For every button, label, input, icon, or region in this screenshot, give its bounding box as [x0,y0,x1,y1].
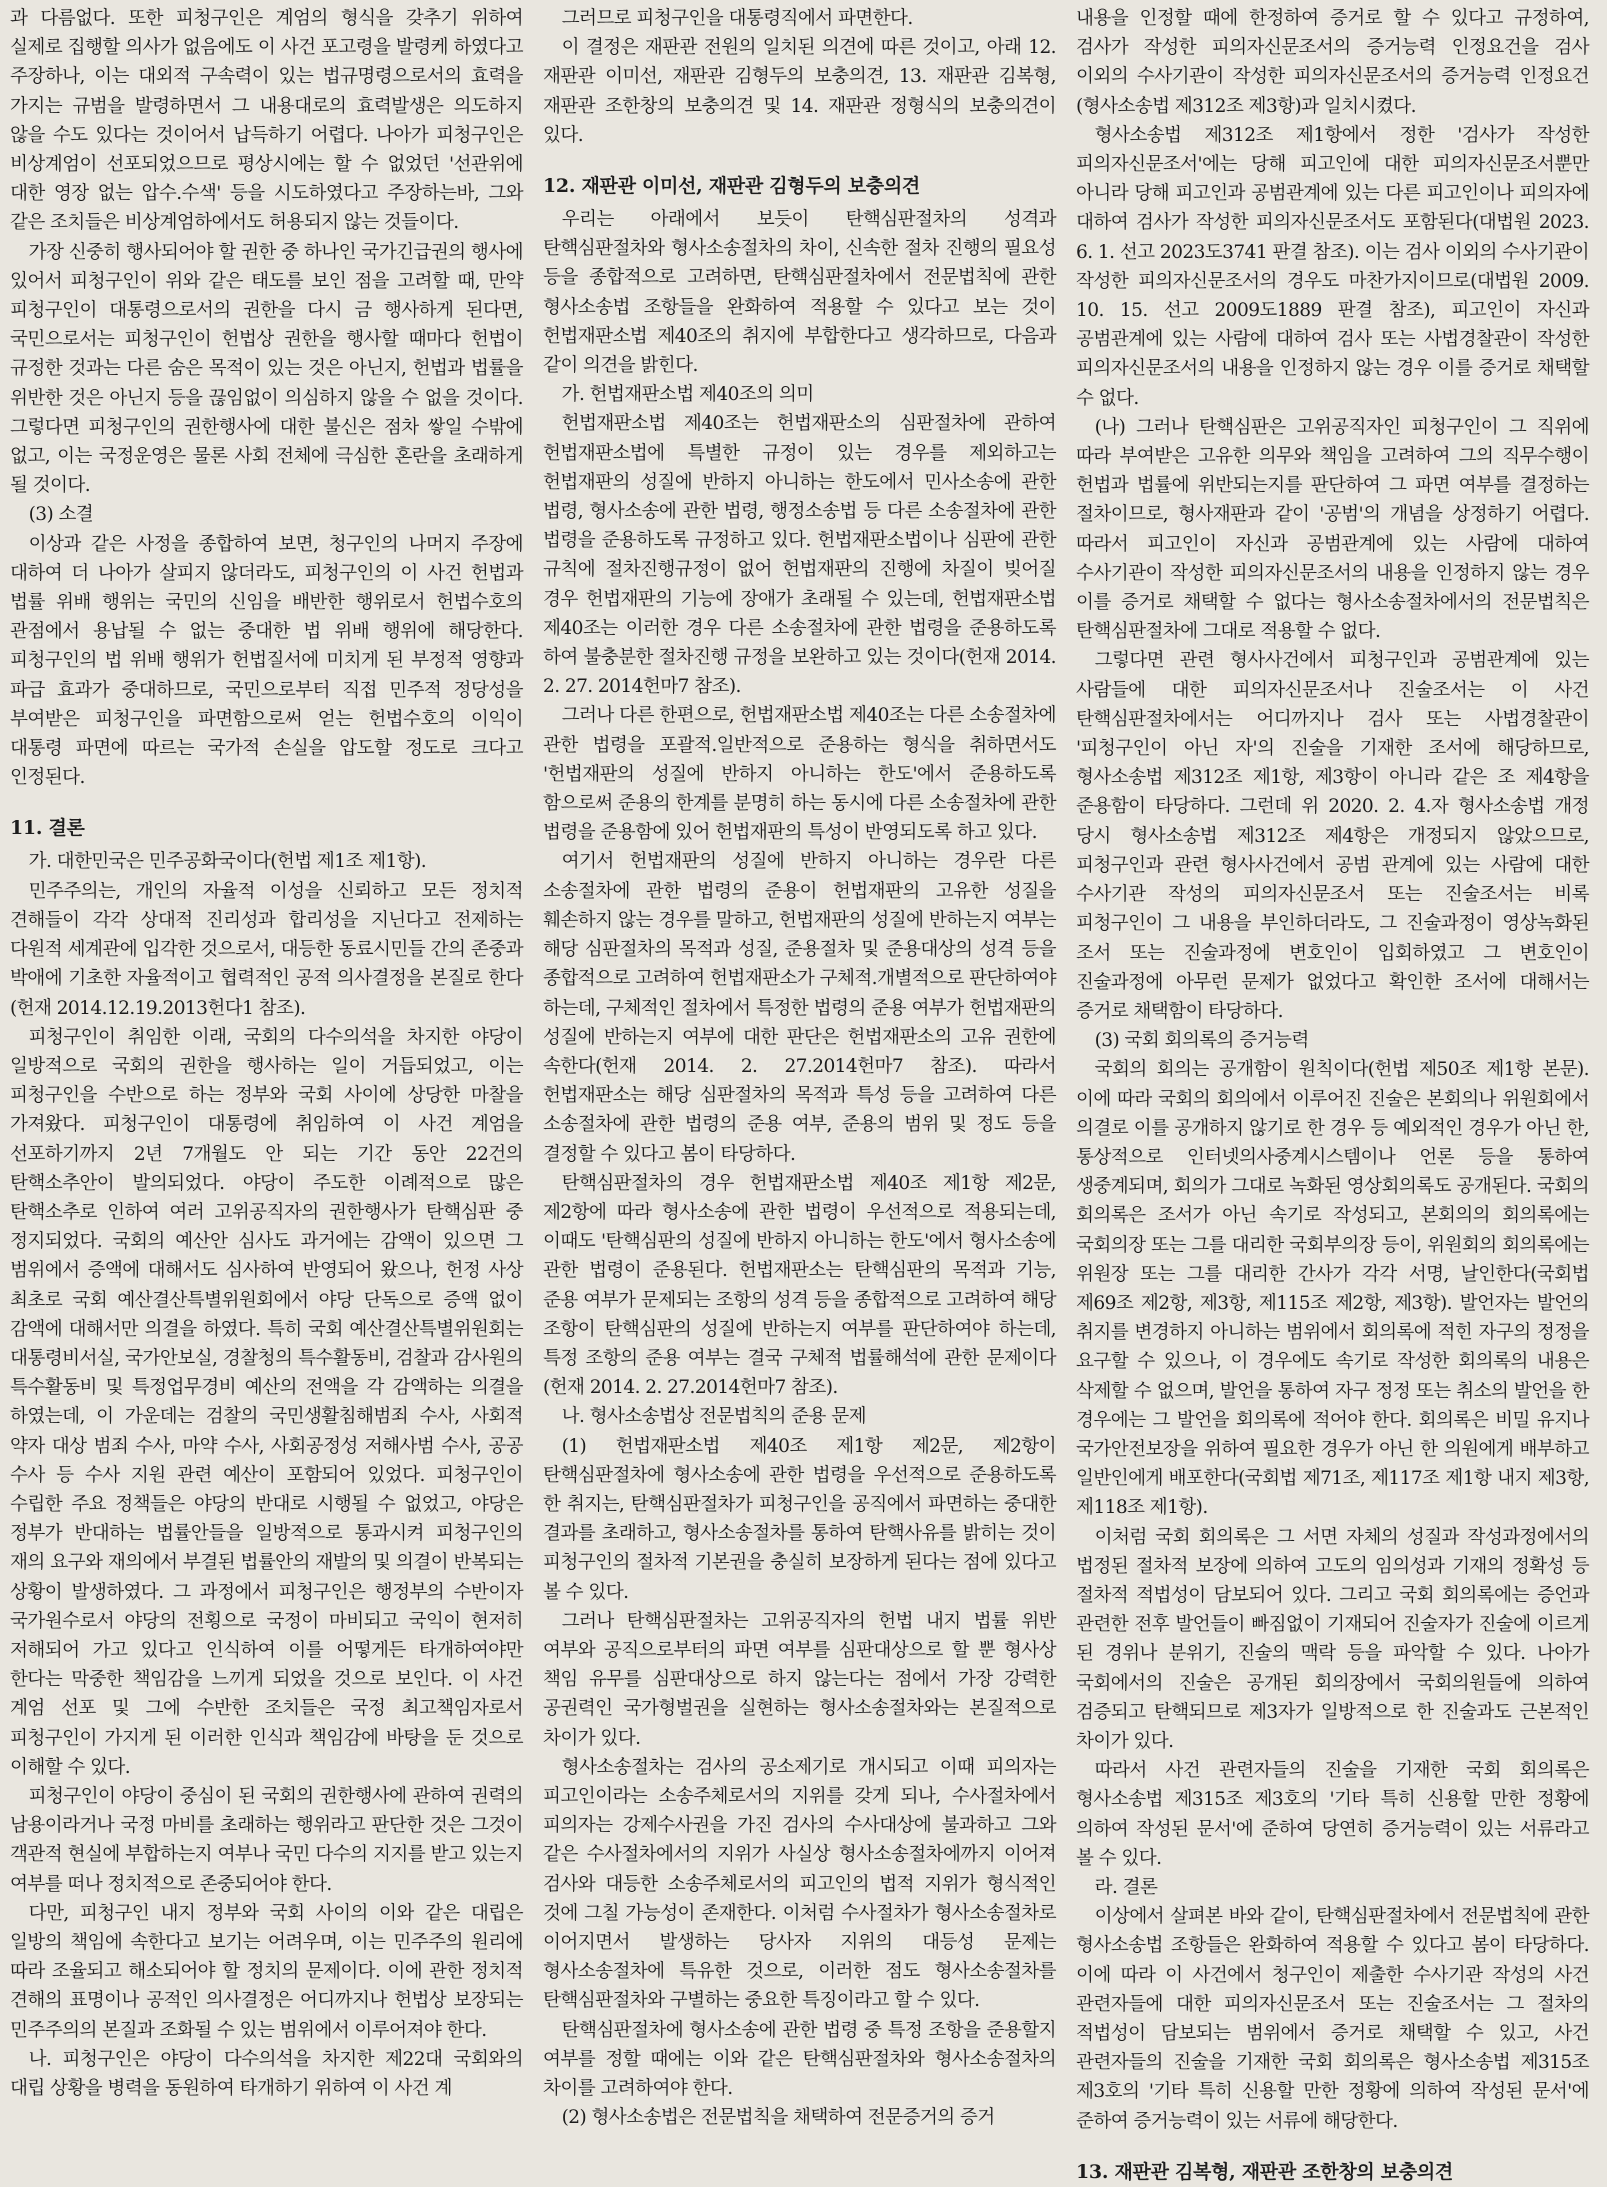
paragraph: 탄핵심판절차에 형사소송에 관한 법령 중 특정 조항을 준용할지 여부를 정할 때에는 이와 같은 탄핵심판절차와 형사소송절차의 차이를 고려하여야 한다. [543,2019,1056,2100]
paragraph: 탄핵심판절차의 경우 헌법재판소법 제40조 제1항 제2문, 제2항에 따라 형사소송에 관한 법령이 우선적으로 적용되는데, 이때도 '탄핵심판의 성질에 반하지 아니하는 한도'에서 형사소송에 관한 법령이 준용된다. 헌법재판소는 탄핵심판의 목적과 기능, 준용 여부가 문제되는 조항의 성격 등을 종합적으로 고려하여 해당 조항이 탄핵심판의 성질에 반하는지 여부를 판단하여야 하는데, 특정 조항의 준용 여부는 결국 구체적 법률해석에 관한 문제이다(헌재 2014. 2. 27.2014헌마7 참조). [543,1172,1056,1399]
paragraph: 이상과 같은 사정을 종합하여 보면, 청구인의 나머지 주장에 대하여 더 나아가 살피지 않더라도, 피청구인의 이 사건 헌법과 법률 위배 행위는 국민의 신임을 배반한 행위로서 헌법수호의 관점에서 용납될 수 없는 중대한 법 위배 행위에 해당한다. 피청구인의 법 위배 행위가 헌법질서에 미치게 된 부정적 영향과 파급 효과가 중대하므로, 국민으로부터 직접 민주적 정당성을 부여받은 피청구인을 파면함으로써 얻는 헌법수호의 이익이 대통령 파면에 따르는 국가적 손실을 압도할 정도로 크다고 인정된다. [10,533,523,789]
paragraph: 라. 결론 [1094,1877,1158,1898]
paragraph: 가. 대한민국은 민주공화국이다(헌법 제1조 제1항). [28,851,427,873]
paragraph: (나) 그러나 탄핵심판은 고위공직자인 피청구인이 그 직위에 따라 부여받은 고유한 의무와 책임을 고려하여 그의 직무수행이 헌법과 법률에 위반되는지를 판단하여 그 파면 여부를 결정하는 절차이므로, 형사재판과 같이 '공범'의 개념을 상정하기 어렵다. 따라서 피고인이 자신과 공범관계에 있는 사람에 대하여 수사기관이 작성한 피의자신문조서의 내용을 인정하지 않는 경우 이를 증거로 채택할 수 없다는 형사소송절차에서의 전문법칙은 탄핵심판절차에 그대로 적용할 수 없다. [1076,416,1589,643]
paragraph: 그러나 다른 한편으로, 헌법재판소법 제40조는 다른 소송절차에 관한 법령을 포괄적.일반적으로 준용하는 형식을 취하면서도 '헌법재판의 성질에 반하지 아니하는 한도'에서 준용하도록 함으로써 준용의 한계를 분명히 하는 동시에 다른 소송절차에 관한 법령을 준용함에 있어 헌법재판의 특성이 반영되도록 하고 있다. [543,705,1056,844]
paragraph: (3) 국회 회의록의 증거능력 [1094,1030,1309,1052]
paragraph: 헌법재판소법 제40조는 헌법재판소의 심판절차에 관하여 헌법재판소법에 특별한 규정이 있는 경우를 제외하고는 헌법재판의 성질에 반하지 아니하는 한도에서 민사소송에 관한 법령, 형사소송에 관한 법령, 행정소송법 등 다른 소송절차에 관한 법령을 준용하도록 규정하고 있다. 헌법재판소법이나 심판에 관한 규칙에 절차진행규정이 없어 헌법재판의 진행에 차질이 빚어질 경우 헌법재판의 기능에 장애가 초래될 수 있는데, 헌법재판소법 제40조는 이러한 경우 다른 소송절차에 관한 법령을 준용하도록 하여 불충분한 절차진행 규정을 보완하고 있는 것이다(헌재 2014. 2. 27. 2014헌마7 참조). [543,413,1056,698]
section-heading: 12. 재판관 이미선, 재판관 김형두의 보충의견 [543,175,920,198]
paragraph: 피청구인이 취임한 이래, 국회의 다수의석을 차지한 야당이 일방적으로 국회의 권한을 행사하는 일이 거듭되었고, 이는 피청구인을 수반으로 하는 정부와 국회 사이에 상당한 마찰을 가져왔다. 피청구인이 대통령에 취임하여 이 사건 계엄을 선포하기까지 2년 7개월도 안 되는 기간 동안 22건의 탄핵소추안이 발의되었다. 야당이 주도한 이례적으로 많은 탄핵소추로 인하여 여러 고위공직자의 권한행사가 탄핵심판 중 정지되었다. 국회의 예산안 심사도 과거에는 감액이 있으면 그 범위에서 증액에 대해서도 심사하여 반영되어 왔으나, 헌정 사상 최초로 국회 예산결산특별위원회에서 야당 단독으로 증액 없이 감액에 대해서만 의결을 하였다. 특히 국회 예산결산특별위원회는 대통령비서실, 국가안보실, 경찰청의 특수활동비, 검찰과 감사원의 특수활동비 및 특정업무경비 예산의 전액을 각 감액하는 의결을 하였는데, 이 가운데는 검찰의 국민생활침해범죄 수사, 사회적 약자 대상 범죄 수사, 마약 수사, 사회공정성 저해사범 수사, 공공 수사 등 수사 지원 관련 예산이 포함되어 있었다. 피청구인이 수립한 주요 정책들은 야당의 반대로 시행될 수 없었고, 야당은 정부가 반대하는 법률안들을 일방적으로 통과시켜 피청구인의 재의 요구와 재의에서 부결된 법률안의 재발의 및 의결이 반복되는 상황이 발생하였다. 그 과정에서 피청구인은 행정부의 수반이자 국가원수로서 야당의 전횡으로 국정이 마비되고 국익이 현저히 저해되어 가고 있다고 인식하여 이를 어떻게든 타개하여야만 한다는 막중한 책임감을 느끼게 되었을 것으로 보인다. 이 사건 계엄 선포 및 그에 수반한 조치들은 국정 최고책임자로서 피청구인이 가지게 된 이러한 인식과 책임감에 바탕을 둔 것으로 이해할 수 있다. [10,1026,523,1778]
paragraph: 피청구인이 야당이 중심이 된 국회의 권한행사에 관하여 권력의 남용이라거나 국정 마비를 초래하는 행위라고 판단한 것은 그것이 객관적 현실에 부합하는지 여부나 국민 다수의 지지를 받고 있는지 여부를 떠나 정치적으로 존중되어야 한다. [10,1785,523,1895]
paragraph: 국회의 회의는 공개함이 원칙이다(헌법 제50조 제1항 본문). 이에 따라 국회의 회의에서 이루어진 진술은 본회의나 위원회에서 의결로 이를 공개하지 않기로 한 경우 등 예외적인 경우가 아닌 한, 통상적으로 인터넷의사중계시스템이나 언론 등을 통하여 생중계되며, 회의가 그대로 녹화된 영상회의록도 공개된다. 국회의 회의록은 조서가 아닌 속기로 작성되고, 본회의의 회의록에는 국회의장 또는 그를 대리한 국회부의장 등이, 위원회의 회의록에는 위원장 또는 그를 대리한 간사가 각각 서명, 날인한다(국회법 제69조 제2항, 제3항, 제115조 제2항, 제3항). 발언자는 발언의 취지를 변경하지 아니하는 범위에서 회의록에 적힌 자구의 정정을 요구할 수 있으나, 이 경우에도 속기로 작성한 회의록의 내용은 삭제할 수 없으며, 발언을 통하여 자구 정정 또는 취소의 발언을 한 경우에는 그 발언을 회의록에 적어야 한다. 회의록은 비밀 유지나 국가안전보장을 위하여 필요한 경우가 아닌 한 의원에게 배부하고 일반인에게 배포한다(국회법 제71조, 제117조 제1항 내지 제3항, 제118조 제1항). [1076,1059,1589,1519]
paragraph: 과 다름없다. 또한 피청구인은 계엄의 형식을 갖추기 위하여 실제로 집행할 의사가 없음에도 이 사건 포고령을 발령케 하였다고 주장하나, 이는 대외적 구속력이 있는 법규명령으로서의 효력을 가지는 규범을 발령하면서 그 내용대로의 효력발생은 의도하지 않을 수도 있다는 것이어서 납득하기 어렵다. 나아가 피청구인은 비상계엄이 선포되었으므로 평상시에는 할 수 없었던 '선관위에 대한 영장 없는 압수.수색' 등을 시도하였다고 주장하는바, 그와 같은 조치들은 비상계엄하에서도 허용되지 않는 것들이다. [10,8,523,234]
paragraph: 여기서 헌법재판의 성질에 반하지 아니하는 경우란 다른 소송절차에 관한 법령의 준용이 헌법재판의 고유한 성질을 훼손하지 않는 경우를 말하고, 헌법재판의 성질에 반하는지 여부는 해당 심판절차의 목적과 성질, 준용절차 및 준용대상의 성격 등을 종합적으로 고려하여 헌법재판소가 구체적.개별적으로 판단하여야 하는데, 구체적인 절차에서 특정한 법령의 준용 여부가 헌법재판의 성질에 반하는지 여부에 대한 판단은 헌법재판소의 고유 권한에 속한다(헌재 2014. 2. 27.2014헌마7 참조). 따라서 헌법재판소는 해당 심판절차의 목적과 특성 등을 고려하여 다른 소송절차에 관한 법령의 준용 여부, 준용의 범위 및 정도 등을 결정할 수 있다고 봄이 타당하다. [543,851,1056,1165]
paragraph: 내용을 인정할 때에 한정하여 증거로 할 수 있다고 규정하여, 검사가 작성한 피의자신문조서의 증거능력 인정요건을 검사 이외의 수사기관이 작성한 피의자신문조서의 증거능력 인정요건(형사소송법 제312조 제3항)과 일치시켰다. [1076,8,1589,117]
paragraph: (1) 헌법재판소법 제40조 제1항 제2문, 제2항이 탄핵심판절차에 형사소송에 관한 법령을 우선적으로 준용하도록 한 취지는, 탄핵심판절차가 피청구인을 공직에서 파면하는 중대한 결과를 초래하고, 형사소송절차를 통하여 탄핵사유를 밝히는 것이 피청구인의 절차적 기본권을 충실히 보장하게 된다는 점에 있다고 볼 수 있다. [543,1435,1056,1603]
paragraph: 이 결정은 재판관 전원의 일치된 의견에 따른 것이고, 아래 12. 재판관 이미선, 재판관 김형두의 보충의견, 13. 재판관 김복형, 재판관 조한창의 보충의견 및 14. 재판관 정형식의 보충의견이 있다. [543,37,1056,146]
paragraph: 우리는 아래에서 보듯이 탄핵심판절차의 성격과 탄핵심판절차와 형사소송절차의 차이, 신속한 절차 진행의 필요성 등을 종합적으로 고려하면, 탄핵심판절차에서 전문법칙에 관한 형사소송법 조항들을 완화하여 적용할 수 있다고 보는 것이 헌법재판소법 제40조의 취지에 부합한다고 생각하므로, 다음과 같이 의견을 밝힌다. [543,209,1056,377]
paragraph: 나. 형사소송법상 전문법칙의 준용 문제 [561,1406,866,1428]
paragraph: 나. 피청구인은 야당이 다수의석을 차지한 제22대 국회와의 대립 상황을 병력을 동원하여 타개하기 위하여 이 사건 계 [10,2048,523,2100]
paragraph: (2) 형사소송법은 전문법칙을 채택하여 전문증거의 증거 [561,2107,995,2129]
paragraph: (3) 소결 [28,504,94,526]
paragraph: 이상에서 살펴본 바와 같이, 탄핵심판절차에서 전문법칙에 관한 형사소송법 조항들은 완화하여 적용할 수 있다고 봄이 타당하다. 이에 따라 이 사건에서 청구인이 제출한 수사기관 작성의 사건 관련자들에 대한 피의자신문조서 또는 진술조서는 그 절차의 적법성이 담보되는 범위에서 증거로 채택할 수 있고, 사건 관련자들의 진술을 기재한 국회 회의록은 형사소송법 제315조 제3호의 '기타 특히 신용할 만한 정황에 의하여 작성된 문서'에 준하여 증거능력이 있는 서류에 해당한다. [1076,1906,1589,2132]
paragraph: 이처럼 국회 회의록은 그 서면 자체의 성질과 작성과정에서의 법정된 절차적 보장에 의하여 고도의 임의성과 기재의 정확성 등 절차적 적법성이 담보되어 있다. 그리고 국회 회의록에는 증언과 관련한 전후 발언들이 빠짐없이 기재되어 진술자가 진술에 이르게 된 경위나 분위기, 진술의 맥락 등을 파악할 수 있다. 나아가 국회에서의 진술은 공개된 회의장에서 국회의원들에 의하여 검증되고 탄핵되므로 제3자가 일방적으로 한 진술과도 근본적인 차이가 있다. [1076,1526,1589,1752]
paragraph: 그러므로 피청구인을 대통령직에서 파면한다. [561,8,913,29]
section-heading: 11. 결론 [10,817,85,840]
paragraph: 가장 신중히 행사되어야 할 권한 중 하나인 국가긴급권의 행사에 있어서 피청구인이 위와 같은 태도를 보인 점을 고려할 때, 만약 피청구인이 대통령으로서의 권한을 다시 금 행사하게 된다면, 국민으로서는 피청구인이 헌법상 권한을 행사할 때마다 헌법이 규정한 것과는 다른 숨은 목적이 있는 것은 아닌지, 헌법과 법률을 위반한 것은 아닌지 등을 끊임없이 의심하지 않을 수 없을 것이다. 그렇다면 피청구인의 권한행사에 대한 불신은 점차 쌓일 수밖에 없고, 이는 국정운영은 물론 사회 전체에 극심한 혼란을 초래하게 될 것이다. [10,241,523,497]
paragraph: 그러나 탄핵심판절차는 고위공직자의 헌법 내지 법률 위반 여부와 공직으로부터의 파면 여부를 심판대상으로 할 뿐 형사상 책임 유무를 심판대상으로 하지 않는다는 점에서 가장 강력한 공권력인 국가형벌권을 실현하는 형사소송절차와는 본질적으로 차이가 있다. [543,1610,1056,1749]
paragraph: 민주주의는, 개인의 자율적 이성을 신뢰하고 모든 정치적 견해들이 각각 상대적 진리성과 합리성을 지닌다고 전제하는 다원적 세계관에 입각한 것으로서, 대등한 동료시민들 간의 존중과 박애에 기초한 자율적이고 협력적인 공적 의사결정을 본질로 한다(헌재 2014.12.19.2013헌다1 참조). [10,880,523,1019]
text-column-1 [10,4,523,2100]
text-column-3 [1076,4,1589,2183]
paragraph: 다만, 피청구인 내지 정부와 국회 사이의 이와 같은 대립은 일방의 책임에 속한다고 보기는 어려우며, 이는 민주주의 원리에 따라 조율되고 해소되어야 할 정치의 문제이다. 이에 관한 정치적 견해의 표명이나 공적인 의사결정은 어디까지나 헌법상 보장되는 민주주의의 본질과 조화될 수 있는 범위에서 이루어져야 한다. [10,1902,523,2041]
paragraph: 가. 헌법재판소법 제40조의 의미 [561,384,814,406]
paragraph: 따라서 사건 관련자들의 진술을 기재한 국회 회의록은 형사소송법 제315조 제3호의 '기타 특히 신용할 만한 정황에 의하여 작성된 문서'에 준하여 당연히 증거능력이 있는 서류라고 볼 수 있다. [1076,1760,1589,1869]
text-column-2 [543,4,1056,2129]
paragraph: 형사소송법 제312조 제1항에서 정한 '검사가 작성한 피의자신문조서'에는 당해 피고인에 대한 피의자신문조서뿐만 아니라 당해 피고인과 공범관계에 있는 다른 피고인이나 피의자에 대하여 검사가 작성한 피의자신문조서도 포함된다(대법원 2023. 6. 1. 선고 2023도3741 판결 참조). 이는 검사 이외의 수사기관이 작성한 피의자신문조서의 경우도 마찬가지이므로(대법원 2009. 10. 15. 선고 2009도1889 판결 참조), 피고인이 자신과 공범관계에 있는 사람에 대하여 검사 또는 사법경찰관이 작성한 피의자신문조서의 내용을 인정하지 않는 경우 이를 증거로 채택할 수 없다. [1076,124,1589,409]
paragraph: 형사소송절차는 검사의 공소제기로 개시되고 이때 피의자는 피고인이라는 소송주체로서의 지위를 갖게 되나, 수사절차에서 피의자는 강제수사권을 가진 검사의 수사대상에 불과하고 그와 같은 수사절차에서의 지위가 사실상 형사소송절차에까지 이어져 검사와 대등한 소송주체로서의 피고인의 법적 지위가 형식적인 것에 그칠 가능성이 존재한다. 이처럼 수사절차가 형사소송절차로 이어지면서 발생하는 당사자 지위의 대등성 문제는 형사소송절차에 특유한 것으로, 이러한 점도 형사소송절차를 탄핵심판절차와 구별하는 중요한 특징이라고 할 수 있다. [543,1756,1056,2012]
paragraph: 그렇다면 관련 형사사건에서 피청구인과 공범관계에 있는 사람들에 대한 피의자신문조서나 진술조서는 이 사건 탄핵심판절차에서는 어디까지나 검사 또는 사법경찰관이 '피청구인이 아닌 자'의 진술을 기재한 조서에 해당하므로, 형사소송법 제312조 제1항, 제3항이 아니라 같은 조 제4항을 준용함이 타당하다. 그런데 위 2020. 2. 4.자 형사소송법 개정 당시 형사소송법 제312조 제4항은 개정되지 않았으므로, 피청구인과 관련 형사사건에서 공범 관계에 있는 사람에 대한 수사기관 작성의 피의자신문조서 또는 진술조서는 비록 피청구인이 그 내용을 부인하더라도, 그 진술과정이 영상녹화된 조서 또는 진술과정에 변호인이 입회하였고 그 변호인이 진술과정에 아무런 문제가 없었다고 확인한 조서에 대해서는 증거로 채택함이 타당하다. [1076,650,1589,1022]
section-heading: 13. 재판관 김복형, 재판관 조한창의 보충의견 [1076,2160,1453,2183]
